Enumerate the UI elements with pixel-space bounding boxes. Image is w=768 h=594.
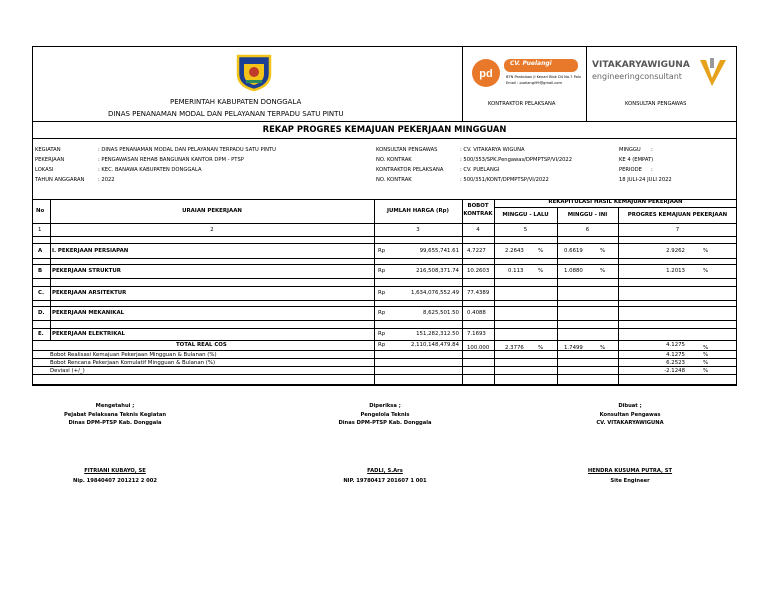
col-index: 7 — [675, 227, 680, 233]
info-left — [35, 147, 276, 187]
table-line — [32, 300, 737, 301]
info-row — [376, 167, 500, 177]
table-line — [618, 207, 619, 384]
info-row — [619, 147, 672, 157]
signature-name: HENDRA KUSUMA PUTRA, ST — [587, 468, 673, 474]
summary-value: -2.1248 — [664, 368, 685, 374]
info-label: KEGIATAN — [35, 147, 61, 153]
col-index: 2 — [210, 227, 214, 233]
contractor-role-label: KONTRAKTOR PELAKSANA — [488, 101, 556, 107]
col-header-bobot: BOBOT — [467, 203, 489, 209]
info-value: : CV. VITAKARYA WIGUNA — [460, 147, 525, 153]
table-line — [32, 374, 737, 375]
info-value: : PENGAWASAN REHAB BANGUNAN KANTOR DPM - PTSP — [98, 157, 244, 163]
consultant-logo — [590, 56, 730, 92]
row-name: PEKERJAAN MEKANIKAL — [52, 310, 125, 316]
table-line — [32, 328, 737, 329]
table-line — [557, 207, 558, 384]
contractor-logo — [470, 54, 582, 92]
info-row — [35, 167, 202, 177]
col-index: 4 — [476, 227, 480, 233]
total-progres: 4.1275 — [666, 342, 685, 348]
signature-role: Pejabat Pelaksana Teknis Kegiatan — [63, 412, 167, 418]
info-label: NO. KONTRAK — [376, 177, 412, 183]
row-harga: 99,655,741.61 — [419, 248, 459, 254]
summary-label: Bobot Realisasi Kemajuan Pekerjaan Mingguan & Bulanan (%) — [50, 352, 217, 358]
signature-name: FADLI, S.Ars — [367, 468, 403, 474]
signature-office: CV. VITAKARYAWIGUNA — [596, 420, 664, 426]
row-ini-pct: % — [600, 248, 606, 254]
signature-intro: Dibuat ; — [618, 403, 642, 409]
row-harga: 216,508,371.74 — [416, 268, 459, 274]
row-lalu: 0.113 — [508, 268, 524, 274]
total-lalu-pct: % — [538, 345, 544, 351]
table-line — [32, 340, 737, 341]
row-ini: 1.0880 — [564, 268, 583, 274]
table-line — [32, 243, 737, 244]
total-rp: Rp — [378, 342, 386, 348]
row-harga: 1,634,076,552.49 — [410, 290, 459, 296]
info-value: : DINAS PENANAMAN MODAL DAN PELAYANAN TERPADU SATU PINTU — [98, 147, 276, 153]
signature-office: Dinas DPM-PTSP Kab. Donggala — [338, 420, 432, 426]
contractor-email-text: Email : puelangi99@gmail.com — [506, 81, 562, 85]
info-label: MINGGU — [619, 147, 641, 153]
row-bobot: 4.7227 — [467, 248, 486, 254]
info-value: : CV. PUELANGI — [460, 167, 500, 173]
signature-role: Pengelola Teknis — [360, 412, 410, 418]
signature-nip: Nip. 19840407 201212 2 002 — [73, 478, 157, 484]
info-label: KONTRAKTOR PELAKSANA — [376, 167, 444, 173]
info-label: PEKERJAAN — [35, 157, 65, 163]
info-mid — [376, 147, 573, 187]
info-row — [619, 167, 672, 177]
row-letter: E. — [38, 331, 44, 337]
signature-office: Dinas DPM-PTSP Kab. Donggala — [68, 420, 162, 426]
row-letter: B — [38, 268, 43, 274]
row-ini-pct: % — [600, 268, 606, 274]
gov-title-line2: DINAS PENANAMAN MODAL DAN PELAYANAN TERPADU SATU PINTU — [108, 110, 344, 118]
total-lalu: 2.3776 — [505, 345, 524, 351]
row-progres-pct: % — [703, 268, 709, 274]
col-header-no: No — [36, 208, 45, 214]
info-label: KE 4 (EMPAT) — [619, 157, 654, 163]
col-index: 1 — [38, 227, 42, 233]
table-line — [50, 199, 51, 340]
total-harga: 2,110,148,479.84 — [410, 342, 459, 348]
col-index: 5 — [523, 227, 528, 233]
header-bottom-line — [32, 121, 737, 122]
row-name: PEKERJAAN ARSITEKTUR — [52, 290, 127, 296]
info-row — [35, 147, 276, 157]
info-label: TAHUN ANGGARAN — [35, 177, 85, 183]
info-row — [376, 157, 573, 167]
row-name: PEKERJAAN ELEKTRIKAL — [52, 331, 125, 337]
col-header-progres: PROGRES KEMAJUAN PEKERJAAN — [627, 212, 728, 218]
row-name: PEKERJAAN STRUKTUR — [52, 268, 121, 274]
row-letter: D. — [38, 310, 45, 316]
signature-role: Konsultan Pengawas — [599, 412, 661, 418]
table-line — [32, 223, 737, 224]
signature-name: FITRIANI KUBAYO, SE — [84, 468, 146, 474]
info-row — [376, 177, 549, 187]
row-lalu-pct: % — [538, 248, 544, 254]
info-value: : KEC. BANAWA KABUPATEN DONGGALA — [98, 167, 202, 173]
contractor-logo-text: CV. Puelangi — [510, 60, 552, 67]
header-divider-2 — [586, 46, 587, 122]
info-row — [35, 177, 115, 187]
row-bobot: 0.4088 — [467, 310, 486, 316]
summary-pct: % — [703, 360, 709, 366]
row-rp: Rp — [378, 331, 386, 337]
col-header-harga: JUMLAH HARGA (Rp) — [387, 208, 449, 214]
summary-value: 6.2523 — [666, 360, 685, 366]
svg-text:pd: pd — [479, 68, 493, 80]
col-header-rekap: REKAPITULASI HASIL KEMAJUAN PEKERJAAN — [548, 199, 683, 205]
info-value: : 500/353/SPK.Pengawas/DPMPTSP/VI/2022 — [460, 157, 573, 163]
row-progres: 1.2013 — [666, 268, 685, 274]
gov-title-line1: PEMERINTAH KABUPATEN DONGGALA — [170, 98, 302, 106]
info-row — [376, 147, 525, 157]
row-harga: 151,282,312.50 — [416, 331, 459, 337]
summary-pct: % — [703, 352, 709, 358]
info-value: : — [651, 167, 653, 173]
info-row — [619, 157, 672, 167]
table-line — [32, 350, 737, 351]
summary-label: Deviasi (+/_) — [50, 368, 85, 374]
info-value: : 500/351/KONT/DPMPTSP/VI/2022 — [460, 177, 549, 183]
table-line — [32, 366, 737, 367]
total-ini-pct: % — [600, 345, 606, 351]
row-bobot: 10.2603 — [467, 268, 490, 274]
row-lalu: 2.2643 — [505, 248, 524, 254]
signature-intro: Mengetahui ; — [95, 403, 135, 409]
col-header-minggu-ini: MINGGU - INI — [567, 212, 608, 218]
row-rp: Rp — [378, 290, 386, 296]
row-bobot: 77.4389 — [467, 290, 490, 296]
signature-intro: Diperiksa ; — [369, 403, 401, 409]
signature-nip: Site Engineer — [610, 478, 650, 484]
row-rp: Rp — [378, 268, 386, 274]
consultant-logo-sub: engineeringconsultant — [592, 72, 682, 81]
info-label: PERIODE — [619, 167, 642, 173]
row-rp: Rp — [378, 310, 386, 316]
info-label: KONSULTAN PENGAWAS — [376, 147, 438, 153]
row-progres-pct: % — [703, 248, 709, 254]
row-letter: A — [38, 248, 43, 254]
table-line — [32, 286, 737, 287]
consultant-logo-text: VITAKARYAWIGUNA — [592, 60, 690, 70]
info-right — [619, 147, 672, 187]
info-label: NO. KONTRAK — [376, 157, 412, 163]
table-line — [32, 258, 737, 259]
summary-value: 4.1275 — [666, 352, 685, 358]
table-line — [32, 306, 737, 307]
col-index: 3 — [416, 227, 420, 233]
table-line — [32, 358, 737, 359]
col-header-bobot-kontrak: KONTRAK — [463, 211, 493, 217]
report-title: REKAP PROGRES KEMAJUAN PEKERJAAN MINGGUAN — [262, 124, 507, 134]
col-header-uraian: URAIAN PEKERJAAN — [182, 208, 242, 214]
row-ini: 0.6619 — [564, 248, 583, 254]
title-bottom-line — [32, 138, 737, 139]
total-progres-pct: % — [703, 345, 709, 351]
signature-block-left — [55, 403, 175, 484]
row-letter: C. — [38, 290, 45, 296]
table-line — [32, 320, 737, 321]
total-bobot: 100.000 — [467, 345, 490, 351]
col-index: 6 — [585, 227, 590, 233]
col-header-minggu-lalu: MINGGU - LALU — [502, 212, 549, 218]
info-label: 18 JULI-24 JULI 2022 — [619, 177, 672, 183]
row-lalu-pct: % — [538, 268, 544, 274]
info-value: : 2022 — [98, 177, 115, 183]
row-progres: 2.9262 — [666, 248, 685, 254]
table-line — [32, 384, 737, 385]
consultant-role-label: KONSULTAN PENGAWAS — [625, 101, 687, 107]
info-row — [35, 157, 244, 167]
summary-label: Bobot Rencana Pekerjaan Komulatif Mingguan & Bulanan (%) — [50, 360, 216, 366]
signature-nip: NIP. 19780417 201607 1 001 — [343, 478, 427, 484]
row-bobot: 7.1693 — [467, 331, 486, 337]
header-divider-1 — [462, 46, 463, 122]
signature-block-middle — [325, 403, 445, 484]
total-ini: 1.7499 — [564, 345, 583, 351]
table-line — [32, 264, 737, 265]
info-row — [619, 177, 672, 187]
table-line — [32, 278, 737, 279]
contractor-address-text: BTN Pantoloan Jl Kenari Blok D4 No.7 Palu — [506, 75, 582, 79]
regency-emblem-logo — [234, 52, 274, 92]
info-label: LOKASI — [35, 167, 54, 173]
info-value: : — [651, 147, 653, 153]
summary-pct: % — [703, 368, 709, 374]
total-label: TOTAL REAL COS — [176, 342, 227, 348]
row-harga: 8,625,501.50 — [422, 310, 459, 316]
table-line — [494, 207, 737, 208]
row-rp: Rp — [378, 248, 386, 254]
table-line — [32, 236, 737, 237]
row-name: I. PEKERJAAN PERSIAPAN — [52, 248, 129, 254]
signature-block-right — [570, 403, 690, 484]
